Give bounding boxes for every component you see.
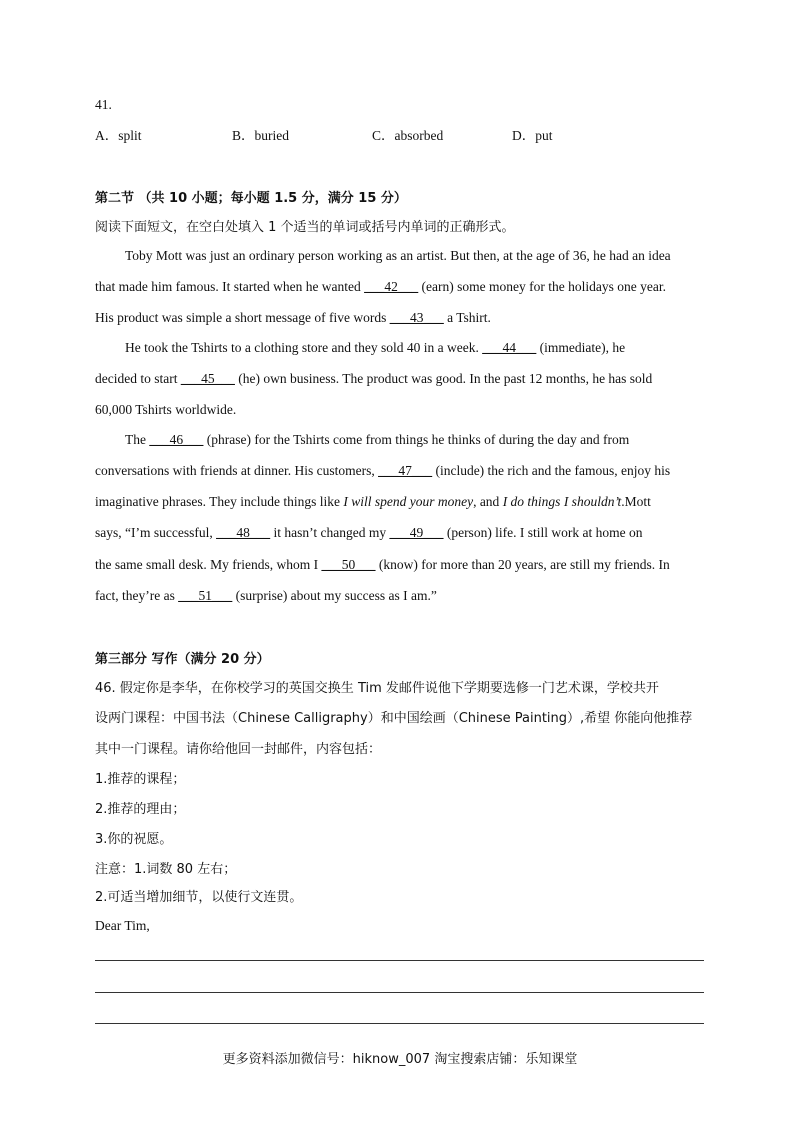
requirement-item: 2.推荐的理由； [95,802,186,817]
note-line: 2.可适当增加细节，以使行文连贯。 [95,890,303,905]
passage-line: 60,000 Tshirts worldwide. [95,402,237,417]
answer-line[interactable] [95,1023,704,1024]
blank-51[interactable]: ___51___ [178,588,233,603]
passage-line: His product was simple a short message of five words ___43___ a Tshirt. [95,310,491,325]
passage-line: fact, they’re as ___51___ (surprise) about my success as I am.” [95,588,437,603]
blank-47[interactable]: ___47___ [378,463,433,478]
passage-line: The ___46___ (phrase) for the Tshirts come from things he thinks of during the day and from [125,432,630,447]
section3-title: 第三部分 写作（满分 20 分） [95,652,270,667]
section2-title: 第二节 （共 10 小题；每小题 1.5 分，满分 15 分） [95,191,407,206]
blank-43[interactable]: ___43___ [389,310,444,325]
answer-line[interactable] [95,992,704,993]
option-c: C．absorbed [372,128,444,143]
blank-44[interactable]: ___44___ [482,340,537,355]
blank-49[interactable]: ___49___ [389,525,444,540]
option-d: D．put [512,128,553,143]
option-b: B．buried [232,128,289,143]
writing-prompt-line: 其中一门课程。请你给他回一封邮件，内容包括： [95,742,382,757]
writing-prompt-line: 46. 假定你是李华，在你校学习的英国交换生 Tim 发邮件说他下学期要选修一门艺术课，学校共开 [95,681,659,696]
question-41-number: 41. [95,97,112,112]
option-a: A．split [95,128,142,143]
writing-prompt-line: 设两门课程：中国书法（Chinese Calligraphy）和中国绘画（Chinese Painting）,希望 你能向他推荐 [95,711,693,726]
blank-42[interactable]: ___42___ [364,279,419,294]
blank-48[interactable]: ___48___ [216,525,271,540]
section2-instruction: 阅读下面短文，在空白处填入 1 个适当的单词或括号内单词的正确形式。 [95,220,515,235]
footer-note: 更多资料添加微信号：hiknow_007 淘宝搜索店铺：乐知课堂 [222,1052,578,1067]
passage-line: He took the Tshirts to a clothing store and they sold 40 in a week. ___44___ (immediate), he [125,340,626,355]
passage-line: conversations with friends at dinner. His customers, ___47___ (include) the rich and the famous, enjoy his [95,463,671,478]
requirement-item: 1.推荐的课程； [95,772,186,787]
answer-line[interactable] [95,960,704,961]
passage-line: Toby Mott was just an ordinary person working as an artist. But then, at the age of 36, he had an idea [125,248,671,263]
note-line: 注意：1.词数 80 左右； [95,862,237,877]
salutation: Dear Tim, [95,918,150,933]
passage-line: decided to start ___45___ (he) own business. The product was good. In the past 12 months, he has sold [95,371,653,386]
passage-line: imaginative phrases. They include things like I will spend your money, and I do things I shouldn’t.Mott [95,494,651,509]
blank-45[interactable]: ___45___ [180,371,235,386]
passage-line: says, “I’m successful, ___48___ it hasn’t changed my ___49___ (person) life. I still work at home on [95,525,643,540]
passage-line: that made him famous. It started when he wanted ___42___ (earn) some money for the holidays one year. [95,279,666,294]
passage-line: the same small desk. My friends, whom I ___50___ (know) for more than 20 years, are still my friends. In [95,557,670,572]
blank-50[interactable]: ___50___ [321,557,376,572]
blank-46[interactable]: ___46___ [149,432,204,447]
requirement-item: 3.你的祝愿。 [95,832,173,847]
